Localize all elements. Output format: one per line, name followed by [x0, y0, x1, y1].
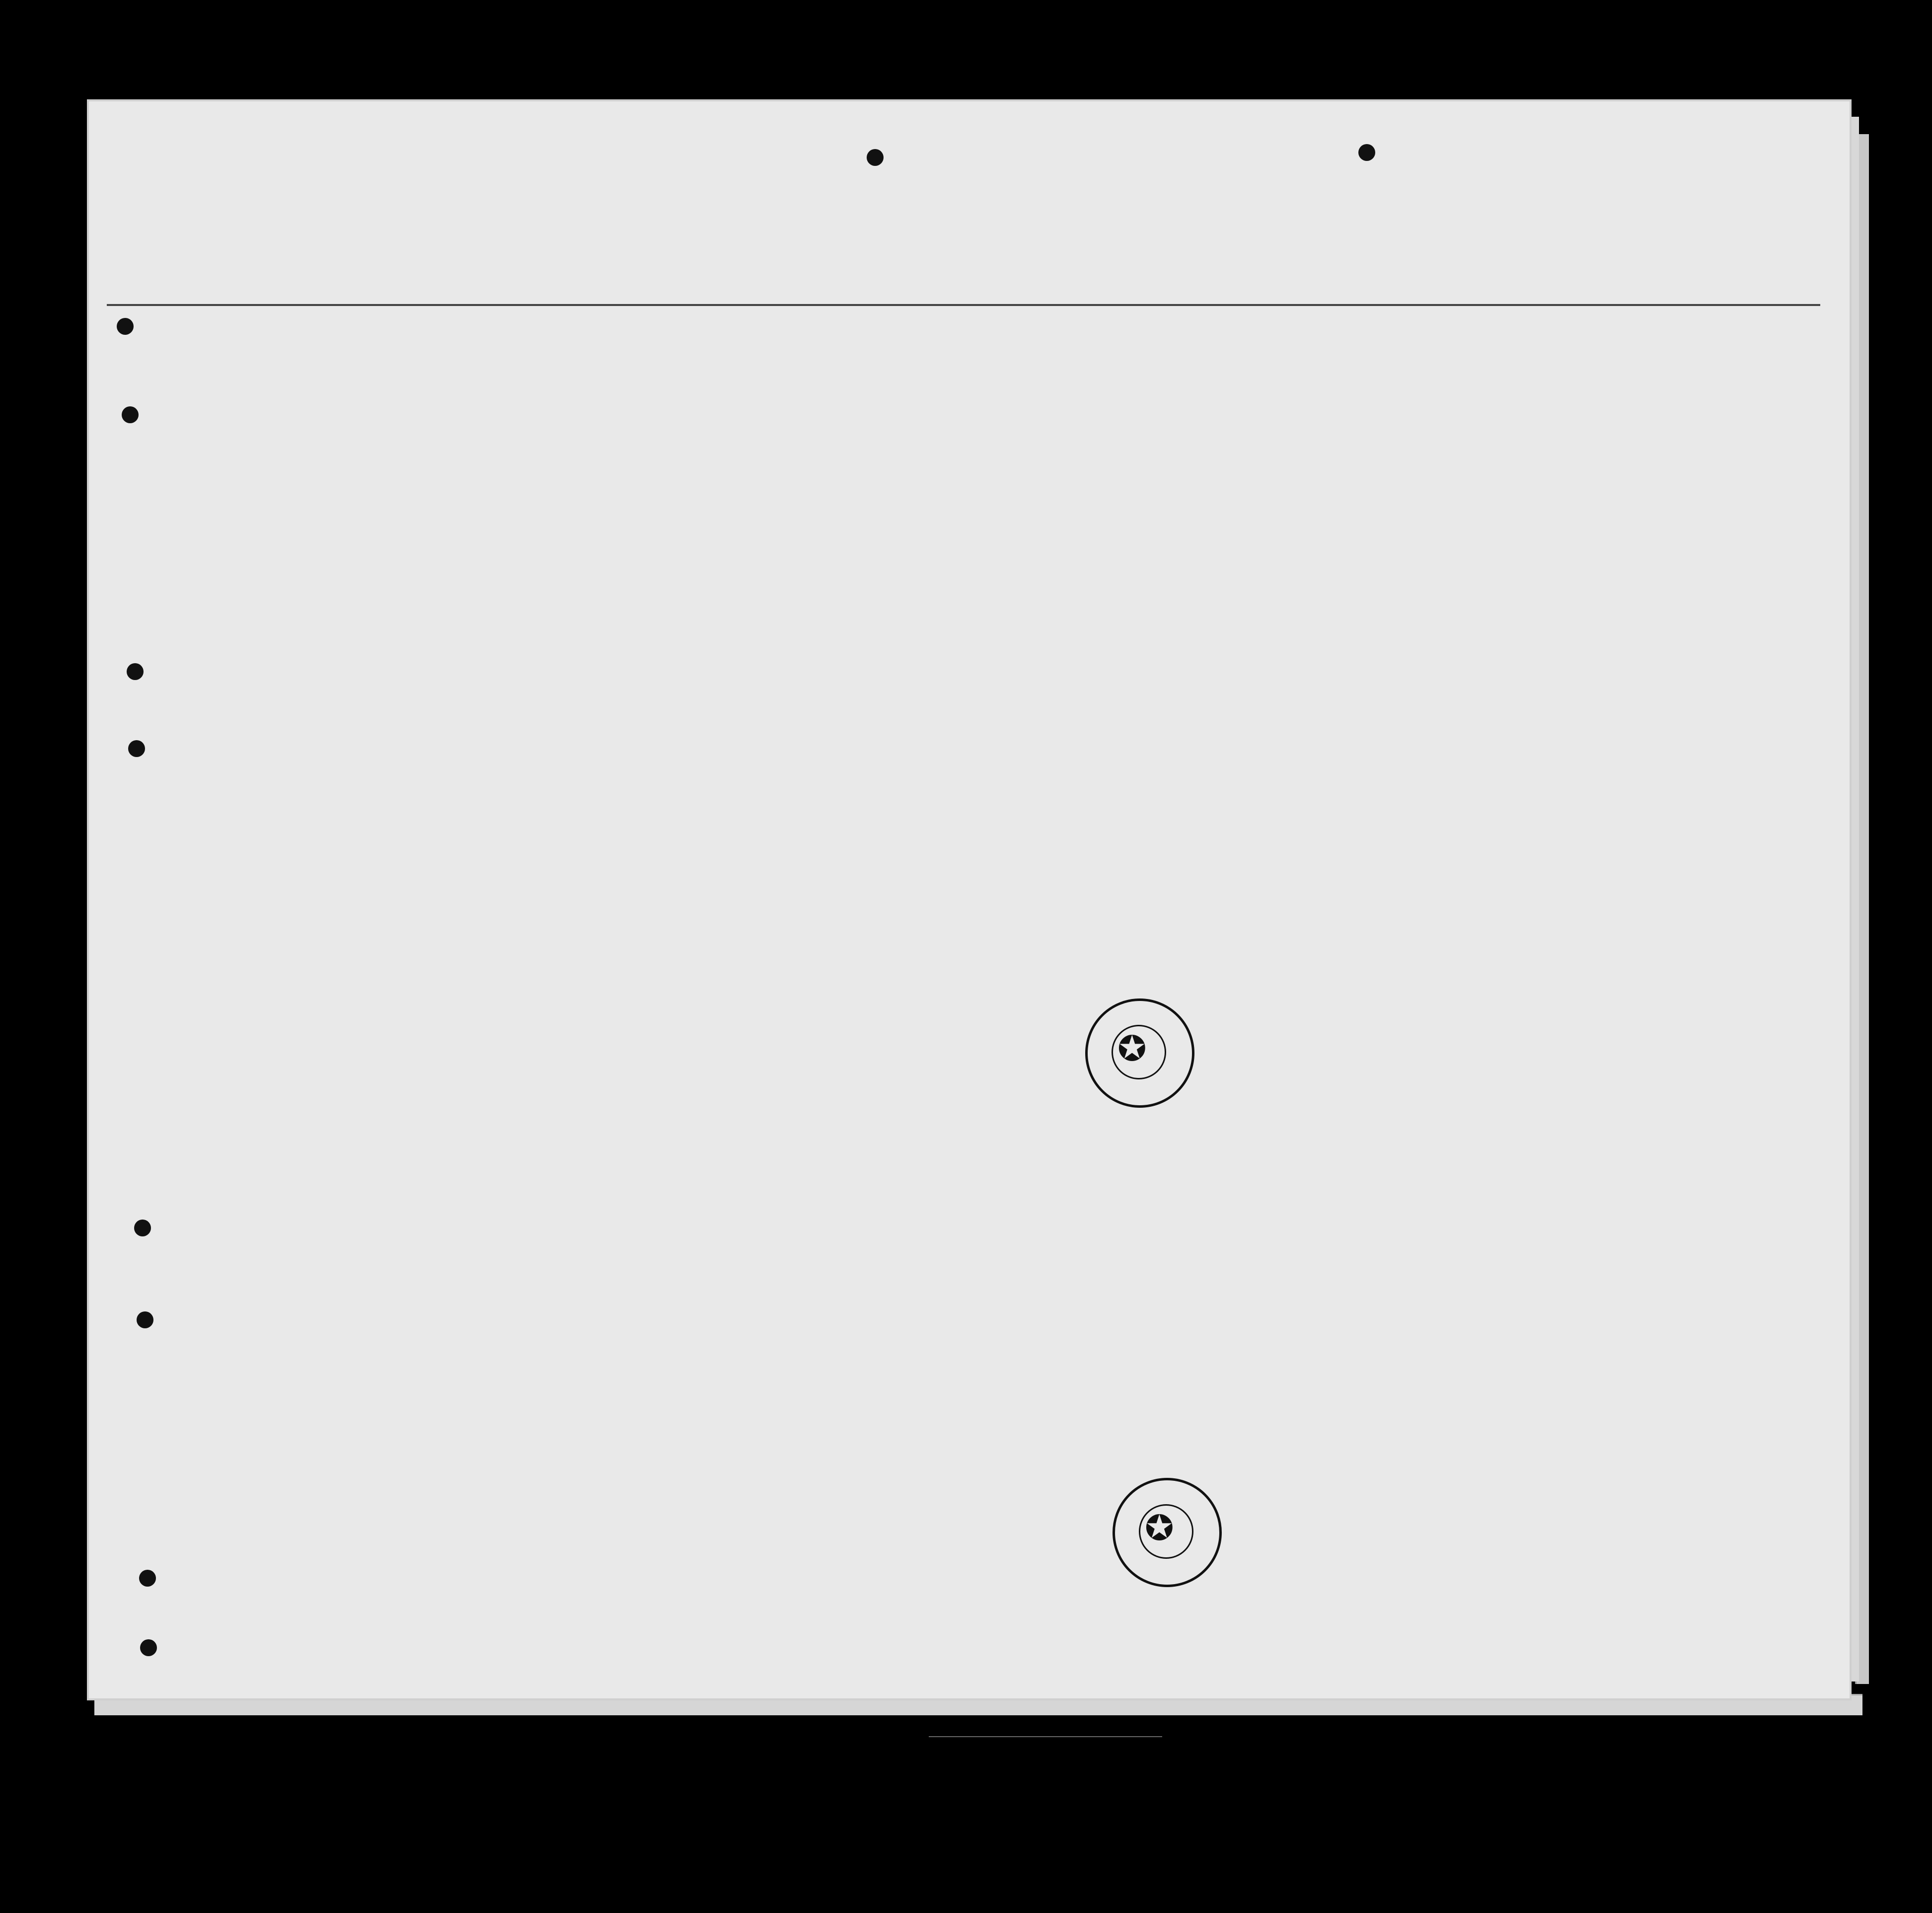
header-rule [107, 304, 1820, 306]
consulate-seal-2 [1113, 1478, 1222, 1587]
punch-hole [134, 1220, 151, 1236]
punch-hole [140, 1639, 157, 1656]
punch-hole [137, 1311, 153, 1328]
inspector-line [929, 1736, 1162, 1737]
eagle-icon: ✪ [1117, 1029, 1147, 1068]
punch-hole [867, 149, 884, 166]
eagle-icon: ✪ [1145, 1509, 1174, 1547]
punch-hole [127, 663, 144, 680]
punch-hole [122, 406, 139, 423]
punch-hole [1358, 144, 1375, 161]
consulate-seal-1 [1085, 998, 1194, 1108]
manifest-sheet [87, 99, 1852, 1700]
punch-hole [139, 1570, 156, 1587]
punch-hole [117, 318, 134, 335]
punch-hole [128, 740, 145, 757]
